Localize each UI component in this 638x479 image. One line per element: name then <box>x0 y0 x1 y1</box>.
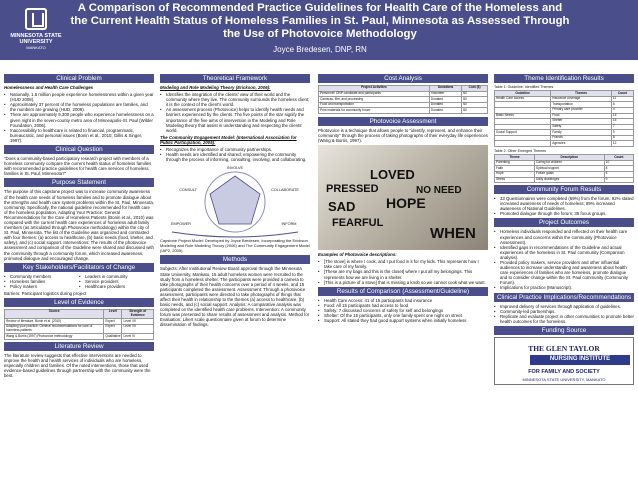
table-cell: 4 <box>611 107 633 113</box>
community-forum-list <box>494 196 634 216</box>
list-item: • Replicate and evaluate project in other communities to promote better health outcomes for the homeless. <box>494 314 634 324</box>
list-item: • [These are my bags and this is the closet] where I put all my belongings. This represents how we are living in a shelter. <box>318 269 488 279</box>
list-item: • 33 Questionnaires were completed (69%) from the forum: 92% stated increased awareness of needs of homeless; 89% increased awareness of National Guidelines. <box>494 196 634 211</box>
table-header-cell: Cost ($) <box>462 86 488 92</box>
table-cell: Agencies <box>551 141 612 147</box>
table-cell: Qualitative <box>105 333 121 338</box>
collage-word: SAD <box>328 199 356 215</box>
table-cell <box>495 141 551 147</box>
collage-word: LOVED <box>370 167 415 183</box>
funding-logo-line1: THE GLEN TAYLOR <box>528 343 600 353</box>
framework-subheading-2: The Community Engagement Model: (International Association for Public Participation, 2005): <box>160 134 297 145</box>
project-outcomes-heading: Project Outcomes <box>494 218 634 227</box>
table-cell: Daily challenges <box>534 177 604 183</box>
framework-subheading-1: Modeling and Role Modeling Theory (Erickson, 2006): <box>160 85 271 90</box>
list-item: • Homeless families <box>4 279 79 284</box>
list-item: • Shelter: Of the 15 participants, only one family spent one night on street <box>318 313 488 318</box>
table-cell: 9 <box>611 130 633 136</box>
evidence-table <box>4 309 154 340</box>
funding-logo-line2: NURSING INSTITUTE <box>549 355 611 362</box>
table-cell: Health Care Access <box>495 96 551 102</box>
theoretical-framework-heading: Theoretical Framework <box>160 74 310 83</box>
table-cell: 10 <box>604 160 633 166</box>
project-outcomes-list <box>494 229 634 290</box>
table-cell: Family <box>551 130 612 136</box>
table-cell: $0 <box>462 91 488 97</box>
theme-identification-heading: Theme Identification Results <box>494 74 634 83</box>
list-item: • Policy makers <box>4 284 79 289</box>
model-star-icon <box>210 176 260 224</box>
list-item: • Support: All stated they had good support systems when initially homeless <box>318 318 488 323</box>
capstone-project-model-diagram <box>160 164 310 239</box>
model-base-arc <box>172 232 298 237</box>
logo-text-line1: MINNESOTA STATE UNIVERSITY <box>10 33 62 45</box>
list-item: • Food: All 15 participants had access to food <box>318 303 488 308</box>
methods-heading: Methods <box>160 255 310 264</box>
funding-logo-line3: FOR FAMILY AND SOCIETY <box>528 368 600 375</box>
model-label-consult: CONSULT <box>179 188 197 193</box>
list-item: • [This is a picture of a stove] that is missing a knob so we cannot cook what we want. <box>318 280 488 285</box>
list-item: • Leaders in community <box>79 274 154 279</box>
table-cell: Spiritual support <box>534 166 604 172</box>
list-item: • Service providers <box>79 279 154 284</box>
table-cell: Food and transportation <box>319 102 430 108</box>
table-cell: Print materials for community forum <box>319 108 430 114</box>
list-item: • Homeless individuals responded and reflected on their health care experiences and concerns within the community (Photovoice Assessment). <box>494 229 634 244</box>
table-row <box>495 177 634 183</box>
university-logo <box>5 8 65 53</box>
results-list <box>318 298 488 323</box>
level-of-evidence-heading: Level of Evidence <box>4 298 154 307</box>
collage-word: NO NEED <box>416 185 462 197</box>
table-cell: Food <box>551 113 612 119</box>
themes-table-2 <box>494 154 634 183</box>
literature-review-heading: Literature Review <box>4 342 154 351</box>
table-cell: Parenting <box>495 160 535 166</box>
community-forum-heading: Community Forum Results <box>494 185 634 194</box>
table-cell: 6 <box>611 102 633 108</box>
table-cell: Shelter <box>551 119 612 125</box>
table-cell: Personnel: DNP candidate and participants <box>319 91 430 97</box>
list-item: • Provided policy makers, service providers and other influential audiences to increase understanding and awareness about health care experiences of families who are homeless, promote dialogue and to consider change within the St. Paul community (Community Forum). <box>494 260 634 285</box>
table-cell: Donated <box>429 97 461 103</box>
model-label-involve: INVOLVE <box>226 166 244 171</box>
university-logo-mark-icon <box>25 8 47 30</box>
list-item: • Health needs are identified and shared, empowering the community through the process of informing, consulting, involving, and collaborating. <box>160 152 310 162</box>
barriers-text: Barriers: Participant logistics during project <box>4 291 87 296</box>
funding-logo <box>494 337 634 385</box>
table-cell: Friends <box>551 135 612 141</box>
column-3 <box>318 74 488 325</box>
table-cell: Faith <box>495 166 535 172</box>
table-cell: 7 <box>611 124 633 130</box>
table-cell: Safety <box>551 124 612 130</box>
table-cell: $0 <box>462 97 488 103</box>
list-item: • Improved delivery of services through application of guidelines. <box>494 304 634 309</box>
table-row <box>319 108 488 114</box>
stakeholders-list-2 <box>79 274 154 289</box>
table-header-cell: Count <box>611 91 633 97</box>
collage-word: FEARFUL <box>332 217 384 230</box>
purpose-statement-text: The purpose of this capstone project was to increase community awareness of the health care needs of homeless families and to promote dialogue about the strengths and health care system problems within the St. Paul, Minnesota, community. Specifically, the national guideline recommended for health care of the homeless population, Adapting Your Practice: General Recommendations for the Care of Homeless Patients (Bonin et al., 2010) was compared with the current health care experiences of homeless adult family members (as articulated through Photovoice methodology) within the city of St. Paul, Minnesota. The list of the Guideline was organized and contrasted with four themes: (a) access to healthcare, (b) basic needs (food, shelter, and safety), and (c) social support. Interventions: The results of the photovoice assessment and comparison of the Guideline were shared and discussed with the community through a community forum, which increased awareness, promoted dialogue and encouraged change. <box>4 189 154 261</box>
list-item: • Healthcare providers <box>79 284 154 289</box>
table-cell: 15 <box>611 113 633 119</box>
model-diagram-graphic <box>160 164 310 239</box>
table-cell: Wang & Burris (1997) Photovoice methodology <box>5 334 104 340</box>
table-cell: Future goals <box>534 171 604 177</box>
clinical-implications-heading: Clinical Practice Implications/Recommendations <box>494 293 634 302</box>
list-item: • An assessment process (Photovoice) helps to identify health needs and barriers experienced by the clients. The five points of the star signify the importance of the five aims of intervention in the Modeling and Role Modeling theory that assist in understanding and respecting the clients' world. <box>160 107 310 132</box>
table-cell: Expert <box>104 319 122 325</box>
table-header-cell: Level <box>104 310 122 319</box>
list-item: • Approximately 37 percent of the homeless populations are families, and the numbers are growing (HUD, 2009). <box>4 102 154 112</box>
table-header-cell: Theme <box>495 155 535 161</box>
list-item: • Recognizes the importance of community partnerships. <box>160 147 310 152</box>
collage-word: WHEN <box>430 225 476 243</box>
table-cell: 6 <box>604 171 633 177</box>
table-cell: Caring for children <box>534 160 604 166</box>
table-header-cell: Project Activities <box>319 86 430 92</box>
table-cell: $0 <box>462 102 488 108</box>
list-item: • [The stove] is where I cook, and I put food in it for my kids. This represents how I take care of my family. <box>318 259 488 269</box>
purpose-statement-heading: Purpose Statement <box>4 178 154 187</box>
clinical-question-heading: Clinical Question <box>4 145 154 154</box>
table-cell: Insurance coverage <box>551 96 612 102</box>
cost-analysis-heading: Cost Analysis <box>318 74 488 83</box>
list-item: • Community members <box>4 274 79 279</box>
table-header-cell: Count <box>604 155 633 161</box>
framework-list-2 <box>160 147 310 162</box>
table-cell: Donated <box>429 108 461 114</box>
methods-text: Subjects: After Institutional Review Board approval through the Minnesota State University, Mankato, 15 adult homeless women were recruited to the study from a homeless shelter. The participants were provided a camera to take photographs of their health concerns over a period of 4 weeks, and 15 participants completed the assessment. Assessment: Through a photovoice assessment, participants were directed to take photographs of things that affect their health in relationship to the themes (a) access to healthcare, (b) basic needs, and (c) social support. Analysis: A comparative analysis was completed on the identified health care problems. Intervention: A community forum was presented to share results of assessment and analysis. Method for Evaluation: Likert scale questionnaire given at forum to determine dissemination of findings. <box>160 266 310 328</box>
table-cell: 8 <box>604 166 633 172</box>
table1-caption: Table 1. Guideline: Identified Themes <box>494 85 554 89</box>
table-cell: Social Support <box>495 130 551 136</box>
list-item: • Nationally, 1.5 million people experience homelessness within a given year (HUD 2008). <box>4 92 154 102</box>
funding-logo-line4: MINNESOTA STATE UNIVERSITY, MANKATO <box>522 376 606 382</box>
model-label-inform: INFORM <box>281 222 297 227</box>
table-cell: 15 <box>611 119 633 125</box>
table-header-cell: Donations <box>429 86 461 92</box>
table-cell: 8 <box>611 135 633 141</box>
table-row <box>5 334 154 340</box>
list-item: • Safety: 7 discussed concerns of safety for self and belongings <box>318 308 488 313</box>
funding-source-heading: Funding Source <box>494 326 634 335</box>
collage-word: PRESSED <box>326 183 379 196</box>
table-cell: Volunteer <box>429 91 461 97</box>
photovoice-examples-list <box>318 259 488 284</box>
clinical-problem-heading: Clinical Problem <box>4 74 154 83</box>
model-caption: Capstone Project Model: Developed by Joyce Bredesen, Incorporating the Erickson Modeling and Role Modeling Theory (2006) and The Community Engagement Model (IAP2, 2005). <box>160 238 310 253</box>
results-comparison-heading: Results of Comparison (Assessment/Guideline) <box>318 287 488 296</box>
table-cell: Stress <box>495 177 535 183</box>
table-cell: 12 <box>611 141 633 147</box>
poster-authors: Joyce Bredesen, DNP, RN <box>273 45 367 54</box>
table-row <box>495 141 634 147</box>
table-cell: Primary care provider <box>551 107 612 113</box>
collage-word: HOPE <box>386 195 426 212</box>
list-item: • Inaccessibility to healthcare is related to financial, programmatic, bureaucratic, and personal issues (Bonin et al., 2010; Gillis & Singer, 1997). <box>4 128 154 143</box>
table-cell: Expert <box>104 325 122 334</box>
table-header-cell: Guideline <box>495 91 551 97</box>
poster-title: A Comparison of Recommended Practice Guidelines for Health Care of the Homeless and the Current Health Status of Homeless Families in St. Paul, Minnesota as Assessed Through the Use of Photovoice Methodology <box>70 2 570 40</box>
model-label-empower: EMPOWER <box>170 222 192 227</box>
photovoice-assessment-text: Photovoice is a technique that allows people to "identify, represent, and enhance their community" through the process of taking photographs of their everyday life experiences (Wang & Burris, 1997). <box>318 127 488 144</box>
poster-header <box>0 0 638 60</box>
table-cell: Hope <box>495 171 535 177</box>
model-label-collaborate: COLLABORATE <box>271 188 299 193</box>
table-cell: Review of literature, Bonin et al. (2010) <box>5 319 104 325</box>
table-cell: Transportation <box>551 102 612 108</box>
list-item: • Implications for practice (Manuscript). <box>494 285 634 290</box>
framework-list-1 <box>160 92 310 133</box>
list-item: • There are approximately 9,300 people who experience homelessness on a given night in the seven-county metro area of Minneapolis-St. Paul (Wilder Foundation, 2006). <box>4 112 154 127</box>
column-2 <box>160 74 310 330</box>
list-item: • Identifies the integration of the clients' view of their world and the community where they live. The community surrounds the homeless client; it is the context of the client's world. <box>160 92 310 107</box>
photovoice-collage-image <box>318 145 488 250</box>
table-cell: Adapting your practice: General recommendations for care of homeless patients <box>5 325 104 334</box>
themes-table-1 <box>494 90 634 147</box>
list-item: • Identified gaps in recommendations of the Guideline and actual experiences of the homeless in St. Paul community (Comparison analysis). <box>494 245 634 260</box>
table-row <box>5 325 154 334</box>
cost-table <box>318 85 488 114</box>
stakeholders-lists <box>4 274 154 291</box>
table-header-row <box>5 310 154 319</box>
stakeholders-list-1 <box>4 274 79 289</box>
table2-caption: Table 2. Other Emerged Themes <box>494 148 547 153</box>
key-stakeholders-heading: Key Stakeholders/Facilitators of Change <box>4 263 154 272</box>
table-cell: Level VII <box>122 325 154 334</box>
list-item: • Promoted dialogue through the forum; 35 focus groups. <box>494 211 634 216</box>
table-cell: Basic Needs <box>495 113 551 119</box>
table-cell: 9 <box>604 177 633 183</box>
literature-review-text: The literature review suggests that effective interventions are needed to improve the health and health services of individuals who are homeless, especially children and families. Of the noted interventions, those that used evidence-based guidelines through partnership with the community were the best. <box>4 353 151 379</box>
table-header-cell: Description <box>534 155 604 161</box>
photovoice-assessment-heading: Photovoice Assessment <box>318 117 488 126</box>
table-header-cell: Themes <box>551 91 612 97</box>
photovoice-examples-heading: Examples of Photovoice descriptions: <box>318 252 397 258</box>
list-item: • Health Care Access: 41 of 15 participants had insurance <box>318 298 488 303</box>
column-4 <box>494 74 634 385</box>
logo-text-line3: MANKATO <box>26 45 46 50</box>
clinical-implications-list <box>494 304 634 324</box>
table-cell: $0 <box>462 108 488 114</box>
column-1 <box>4 74 154 380</box>
clinical-question-text: "Does a community-based participatory research project with members of a homeless community compare the current health status of homeless families with recommended practice guidelines for health care services of homeless families in St. Paul, Minnesota?" <box>4 156 152 177</box>
table-cell: Cameras, film, and processing <box>319 97 430 103</box>
list-item: • Community-led partnerships. <box>494 309 634 314</box>
table-cell: Donated <box>429 102 461 108</box>
table-cell: 11 <box>611 96 633 102</box>
clinical-problem-subheading: Homelessness and Health Care Challenges <box>4 85 94 90</box>
table-header-cell: Source <box>5 310 104 319</box>
table-cell: Level VII <box>122 319 154 325</box>
clinical-problem-list <box>4 92 154 143</box>
table-cell: Level VI <box>122 334 154 340</box>
table-header-cell: Strength of Evidence <box>122 310 154 319</box>
